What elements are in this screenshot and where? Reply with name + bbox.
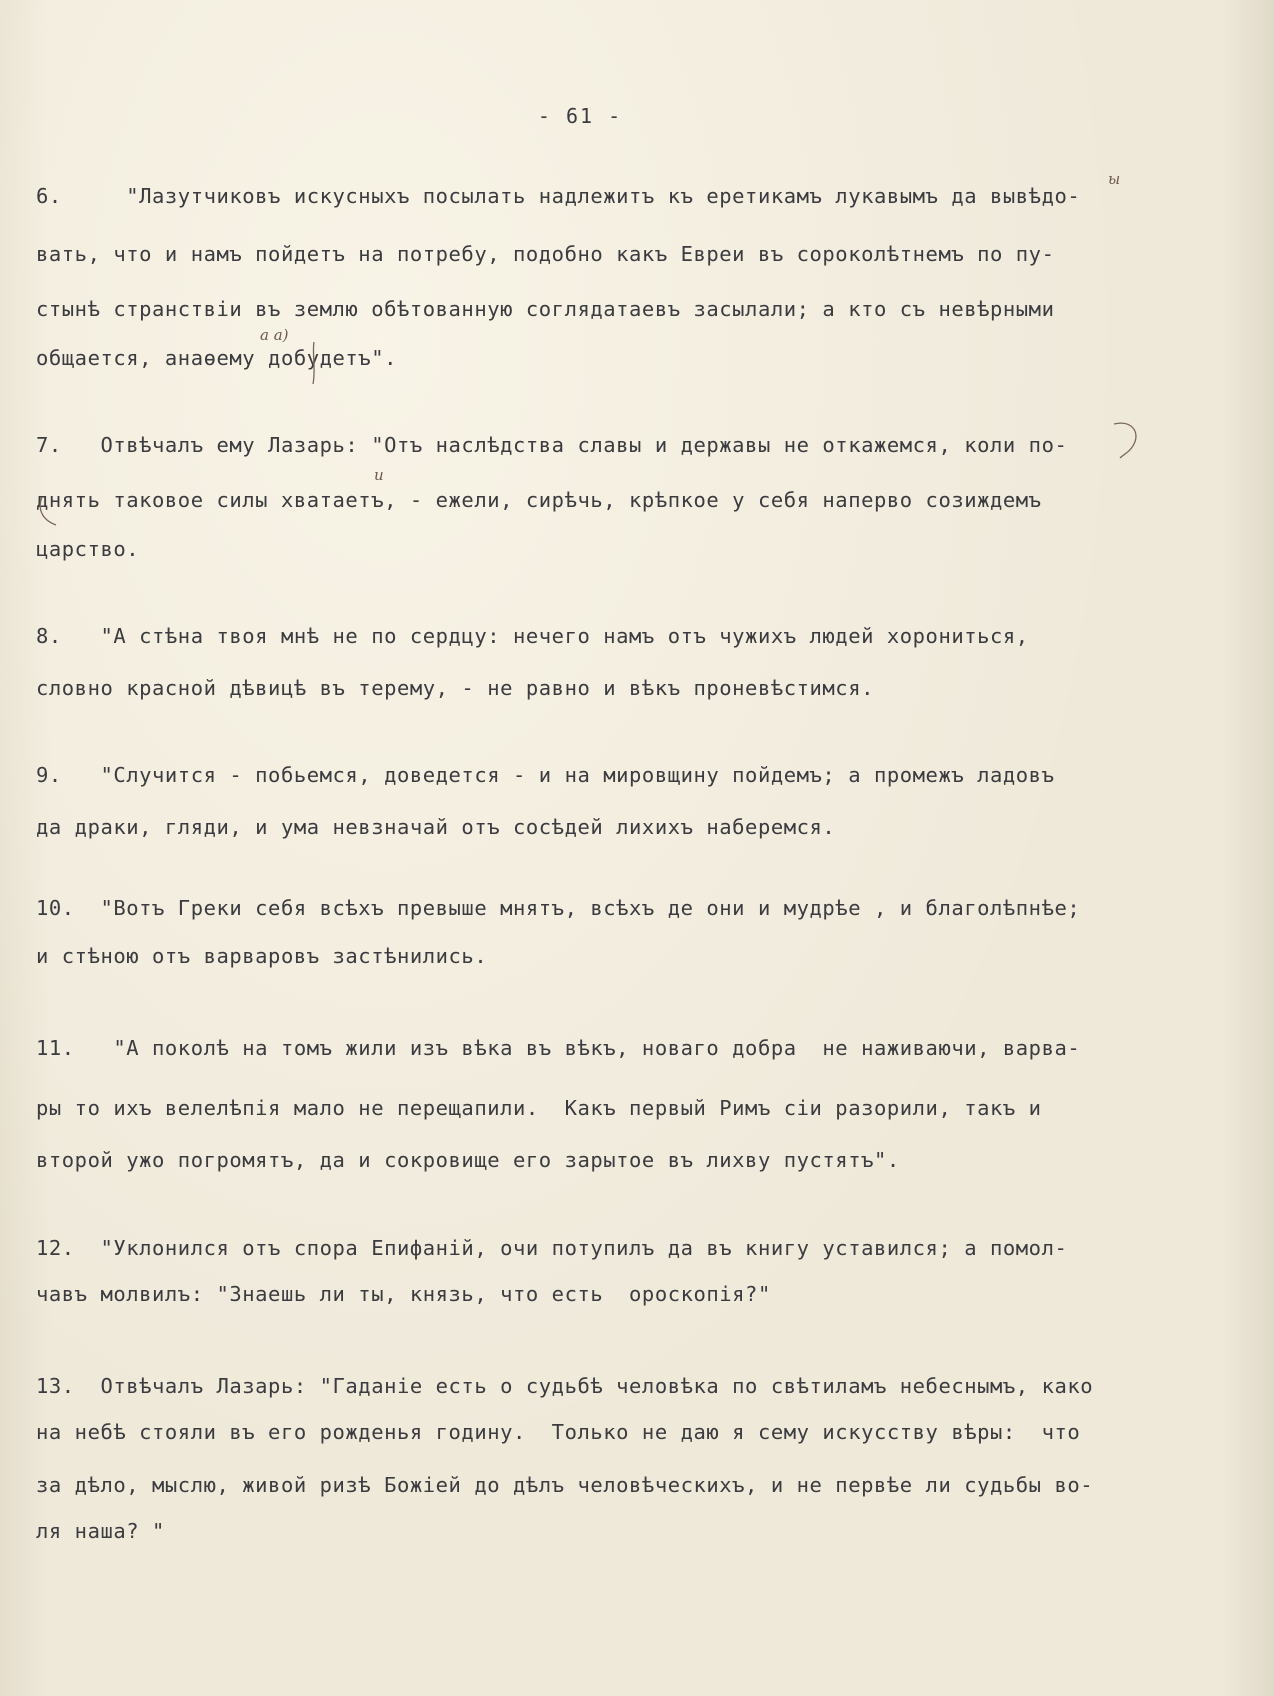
text-line: да драки, гляди, и ума невзначай отъ сосѣдей лихихъ наберемся. <box>36 815 836 839</box>
text-line: и стѣною отъ варваровъ застѣнились. <box>36 944 488 968</box>
text-line: 12. "Уклонился отъ спора Епифанiй, очи потупилъ да въ книгу уставился; а помол- <box>36 1236 1068 1260</box>
text-line: 8. "А стѣна твоя мнѣ не по сердцу: нечего намъ отъ чужихъ людей хорониться, <box>36 624 1029 648</box>
text-line: на небѣ стояли въ его рожденья годину. Только не даю я сему искусству вѣры: что <box>36 1420 1081 1444</box>
handwritten-insertion-mark <box>300 340 330 386</box>
text-line: днять таковое силы хватаетъ, - ежели, сирѣчь, крѣпкое у себя наперво созиждемъ <box>36 488 1042 512</box>
text-line: общается, анаѳему добудетъ". <box>36 346 397 370</box>
text-line: ры то ихъ велелѣпiя мало не перещапили. Какъ первый Римъ сiи разорили, такъ и <box>36 1096 1042 1120</box>
text-line: 13. Отвѣчалъ Лазарь: "Гаданiе есть о судьбѣ человѣка по свѣтиламъ небеснымъ, како <box>36 1374 1094 1398</box>
text-line: 7. Отвѣчалъ ему Лазарь: "Отъ наслѣдства славы и державы не откажемся, коли по- <box>36 433 1068 457</box>
text-line: 11. "А поколѣ на томъ жили изъ вѣка въ вѣкъ, новаго добра не наживаючи, варва- <box>36 1036 1081 1060</box>
text-line: 10. "Вотъ Греки себя всѣхъ превыше мнятъ, всѣхъ де они и мудрѣе , и благолѣпнѣе; <box>36 896 1081 920</box>
text-line: ля наша? " <box>36 1519 165 1543</box>
text-line: царство. <box>36 537 140 561</box>
handwritten-insertion-mark <box>36 495 66 529</box>
text-line: второй ужо погромятъ, да и сокровище его зарытое въ лихву пустятъ". <box>36 1148 900 1172</box>
text-line: вать, что и намъ пойдетъ на потребу, подобно какъ Евреи въ сороколѣтнемъ по пу- <box>36 242 1055 266</box>
text-line: стынѣ странствiи въ землю обѣтованную соглядатаевъ засылали; а кто съ невѣрными <box>36 297 1055 321</box>
handwritten-insertion-mark <box>1110 418 1144 462</box>
text-line: за дѣло, мыслю, живой ризѣ Божiей до дѣлъ человѣческихъ, и не первѣе ли судьбы во- <box>36 1473 1094 1497</box>
text-line: словно красной дѣвицѣ въ терему, - не равно и вѣкъ проневѣстимся. <box>36 676 874 700</box>
text-line: 6. "Лазутчиковъ искусныхъ посылать надлежитъ къ еретикамъ лукавымъ да вывѣдо- <box>36 184 1081 208</box>
handwritten-correction: и <box>374 466 384 484</box>
handwritten-correction: ы <box>1108 170 1121 188</box>
handwritten-correction: а а) <box>260 326 289 344</box>
page-number: - 61 - <box>537 104 623 128</box>
text-line: чавъ молвилъ: "Знаешь ли ты, князь, что есть ороскопiя?" <box>36 1282 771 1306</box>
text-line: 9. "Случится - побьемся, доведется - и на мировщину пойдемъ; а промежъ ладовъ <box>36 763 1055 787</box>
